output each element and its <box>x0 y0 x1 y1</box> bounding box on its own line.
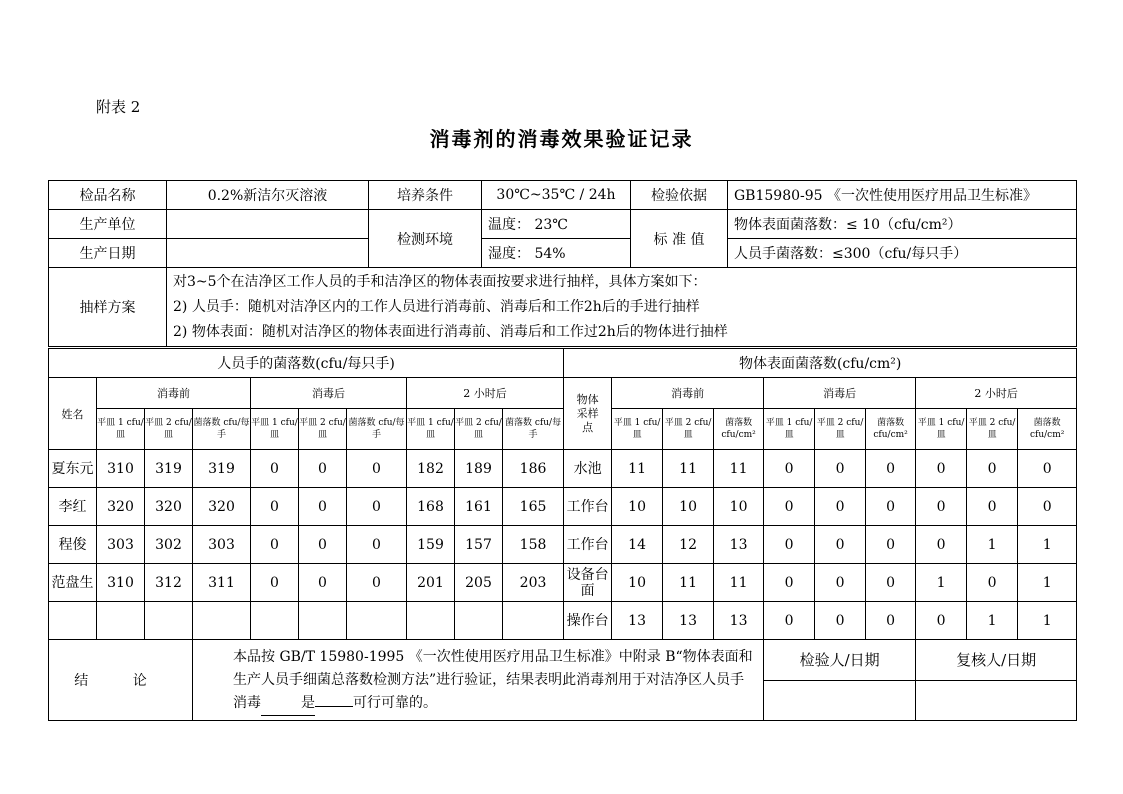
surface-count-cell: 0 <box>815 564 866 602</box>
hand-count-cell: 182 <box>407 450 455 488</box>
hand-count-cell: 0 <box>251 450 299 488</box>
temp-value: 温度： 23℃ <box>482 210 631 239</box>
hand-count-cell: 186 <box>503 450 564 488</box>
reviewer-label: 复核人/日期 <box>916 640 1077 681</box>
surface-2h-header: 2 小时后 <box>916 378 1077 409</box>
hand-count-cell: 311 <box>193 564 251 602</box>
surface-count-cell: 10 <box>714 488 764 526</box>
hand-count-cell: 0 <box>347 488 407 526</box>
surface-count-cell: 0 <box>866 526 916 564</box>
hand-after-header: 消毒后 <box>251 378 407 409</box>
product-value: 0.2%新洁尔灭溶液 <box>167 181 369 210</box>
hand-count-cell: 205 <box>455 564 503 602</box>
sub-header: 平皿 2 cfu/皿 <box>815 409 866 450</box>
sub-header: 菌落数 cfu/每手 <box>193 409 251 450</box>
conclusion-text <box>193 640 764 721</box>
sub-header: 平皿 1 cfu/皿 <box>764 409 815 450</box>
hand-count-cell <box>407 602 455 640</box>
inspector-label: 检验人/日期 <box>764 640 916 681</box>
env-label: 检测环境 <box>369 210 482 268</box>
surface-count-cell: 1 <box>1018 526 1077 564</box>
plan-line: 2) 人员手：随机对洁净区内的工作人员进行消毒前、消毒后和工作2h后的手进行抽样 <box>173 298 700 315</box>
surface-count-cell: 0 <box>815 488 866 526</box>
conclusion-label: 结 论 <box>49 640 193 721</box>
hand-count-cell: 319 <box>193 450 251 488</box>
hand-section-header: 人员手的菌落数(cfu/每只手) <box>49 349 564 378</box>
surface-count-cell: 1 <box>916 564 967 602</box>
surface-count-cell: 12 <box>663 526 714 564</box>
basis-label: 检验依据 <box>631 181 728 210</box>
sub-header: 平皿 1 cfu/皿 <box>97 409 145 450</box>
surface-count-cell: 13 <box>663 602 714 640</box>
surface-count-cell: 0 <box>815 602 866 640</box>
surface-count-cell: 0 <box>866 602 916 640</box>
surface-count-cell: 14 <box>612 526 663 564</box>
hand-count-cell <box>299 602 347 640</box>
info-table <box>48 180 1077 347</box>
hand-count-cell: 0 <box>251 526 299 564</box>
surface-count-cell: 0 <box>815 450 866 488</box>
reviewer-signature <box>916 680 1077 721</box>
name-cell <box>49 602 97 640</box>
surface-count-cell: 13 <box>714 526 764 564</box>
surface-count-cell: 13 <box>612 602 663 640</box>
surface-count-cell: 0 <box>764 488 815 526</box>
surface-count-cell: 11 <box>714 564 764 602</box>
surface-count-cell: 0 <box>967 450 1018 488</box>
results-table <box>48 348 1077 721</box>
surface-count-cell: 1 <box>1018 564 1077 602</box>
surface-after-header: 消毒后 <box>764 378 916 409</box>
sub-header: 菌落数 cfu/每手 <box>347 409 407 450</box>
name-cell: 李红 <box>49 488 97 526</box>
product-label: 检品名称 <box>49 181 167 210</box>
sub-header: 平皿 2 cfu/皿 <box>299 409 347 450</box>
hand-count-cell: 0 <box>347 564 407 602</box>
surface-count-cell: 0 <box>1018 488 1077 526</box>
sampling-point-cell: 设备台面 <box>564 564 612 602</box>
hand-count-cell <box>503 602 564 640</box>
hand-count-cell: 310 <box>97 564 145 602</box>
sub-header: 平皿 2 cfu/皿 <box>145 409 193 450</box>
hand-count-cell <box>145 602 193 640</box>
surface-count-cell: 0 <box>916 526 967 564</box>
sub-header: 平皿 1 cfu/皿 <box>612 409 663 450</box>
hand-count-cell: 201 <box>407 564 455 602</box>
surface-count-cell: 10 <box>612 564 663 602</box>
hand-count-cell: 0 <box>299 488 347 526</box>
sampling-point-cell: 工作台 <box>564 488 612 526</box>
humidity-value: 湿度： 54% <box>482 239 631 268</box>
hand-count-cell: 189 <box>455 450 503 488</box>
surface-count-cell: 0 <box>764 526 815 564</box>
hand-count-cell <box>455 602 503 640</box>
surface-count-cell: 1 <box>967 526 1018 564</box>
name-cell: 范盘生 <box>49 564 97 602</box>
surface-before-header: 消毒前 <box>612 378 764 409</box>
hand-count-cell: 0 <box>251 488 299 526</box>
hand-count-cell <box>347 602 407 640</box>
sub-header: 平皿 1 cfu/皿 <box>916 409 967 450</box>
date-label: 生产日期 <box>49 239 167 268</box>
culture-label: 培养条件 <box>369 181 482 210</box>
surface-count-cell: 10 <box>663 488 714 526</box>
surface-count-cell: 13 <box>714 602 764 640</box>
conclusion-post: 可行可靠的。 <box>353 695 437 711</box>
hand-count-cell: 320 <box>193 488 251 526</box>
surface-count-cell: 0 <box>815 526 866 564</box>
table-row <box>49 564 1077 602</box>
table-row <box>49 450 1077 488</box>
hand-count-cell: 0 <box>299 450 347 488</box>
hand-count-cell: 158 <box>503 526 564 564</box>
point-header: 物体采样点 <box>564 378 612 450</box>
hand-count-cell <box>193 602 251 640</box>
surface-count-cell: 0 <box>866 564 916 602</box>
page-title: 消毒剂的消毒效果验证记录 <box>429 127 694 151</box>
appendix-label: 附表 2 <box>96 98 141 116</box>
hand-count-cell: 303 <box>97 526 145 564</box>
hand-count-cell: 302 <box>145 526 193 564</box>
surface-count-cell: 11 <box>663 450 714 488</box>
hand-before-header: 消毒前 <box>97 378 251 409</box>
standard-surface: 物体表面菌落数：≤ 10（cfu/cm²） <box>728 210 1077 239</box>
sub-header: 平皿 2 cfu/皿 <box>967 409 1018 450</box>
hand-count-cell <box>251 602 299 640</box>
table-row <box>49 602 1077 640</box>
sub-header: 平皿 2 cfu/皿 <box>663 409 714 450</box>
surface-count-cell: 0 <box>1018 450 1077 488</box>
plan-line: 对3~5个在洁净区工作人员的手和洁净区的物体表面按要求进行抽样，具体方案如下： <box>173 273 707 290</box>
hand-count-cell: 303 <box>193 526 251 564</box>
maker-label: 生产单位 <box>49 210 167 239</box>
hand-count-cell: 203 <box>503 564 564 602</box>
surface-count-cell: 0 <box>916 602 967 640</box>
sub-header: 菌落数 cfu/cm² <box>714 409 764 450</box>
table-row <box>49 526 1077 564</box>
hand-count-cell <box>97 602 145 640</box>
surface-count-cell: 0 <box>967 564 1018 602</box>
date-value <box>167 239 369 268</box>
culture-value: 30℃~35℃ / 24h <box>482 181 631 210</box>
name-cell: 程俊 <box>49 526 97 564</box>
surface-count-cell: 0 <box>764 450 815 488</box>
sampling-point-cell: 水池 <box>564 450 612 488</box>
surface-count-cell: 1 <box>967 602 1018 640</box>
hand-count-cell: 320 <box>145 488 193 526</box>
table-row <box>49 488 1077 526</box>
conclusion-pre: 本品按 GB/T 15980-1995 《一次性使用医疗用品卫生标准》中附录 B“物体表面和生产人员手细菌总落数检测方法”进行验证，结果表明此消毒剂用于对洁净区人员手消毒 <box>233 649 753 711</box>
hand-count-cell: 0 <box>347 450 407 488</box>
surface-count-cell: 0 <box>967 488 1018 526</box>
hand-count-cell: 159 <box>407 526 455 564</box>
standard-label: 标 准 值 <box>631 210 728 268</box>
conclusion-fill: 是 <box>261 692 315 716</box>
hand-count-cell: 0 <box>299 526 347 564</box>
surface-count-cell: 0 <box>916 450 967 488</box>
hand-count-cell: 320 <box>97 488 145 526</box>
surface-count-cell: 0 <box>764 602 815 640</box>
standard-hand: 人员手菌落数：≤300（cfu/每只手） <box>728 239 1077 268</box>
data-rows <box>49 450 1077 640</box>
plan-line: 2) 物体表面：随机对洁净区的物体表面进行消毒前、消毒后和工作过2h后的物体进行抽样 <box>173 323 728 340</box>
surface-count-cell: 11 <box>612 450 663 488</box>
inspector-signature <box>764 680 916 721</box>
sub-header: 平皿 1 cfu/皿 <box>407 409 455 450</box>
hand-count-cell: 157 <box>455 526 503 564</box>
hand-count-cell: 0 <box>251 564 299 602</box>
name-cell: 夏东元 <box>49 450 97 488</box>
surface-section-header: 物体表面菌落数(cfu/cm²) <box>564 349 1077 378</box>
sub-header: 菌落数 cfu/cm² <box>866 409 916 450</box>
surface-count-cell: 0 <box>866 450 916 488</box>
hand-count-cell: 312 <box>145 564 193 602</box>
hand-count-cell: 168 <box>407 488 455 526</box>
sub-header: 菌落数 cfu/cm² <box>1018 409 1077 450</box>
hand-count-cell: 319 <box>145 450 193 488</box>
surface-count-cell: 11 <box>714 450 764 488</box>
surface-count-cell: 0 <box>866 488 916 526</box>
plan-label: 抽样方案 <box>49 268 167 347</box>
surface-count-cell: 0 <box>916 488 967 526</box>
hand-2h-header: 2 小时后 <box>407 378 564 409</box>
sampling-point-cell: 操作台 <box>564 602 612 640</box>
sub-header: 平皿 2 cfu/皿 <box>455 409 503 450</box>
sampling-point-cell: 工作台 <box>564 526 612 564</box>
hand-count-cell: 0 <box>347 526 407 564</box>
hand-count-cell: 0 <box>299 564 347 602</box>
hand-count-cell: 161 <box>455 488 503 526</box>
conclusion-blank <box>315 706 353 707</box>
hand-count-cell: 310 <box>97 450 145 488</box>
surface-count-cell: 1 <box>1018 602 1077 640</box>
maker-value <box>167 210 369 239</box>
surface-count-cell: 11 <box>663 564 714 602</box>
name-header: 姓名 <box>49 378 97 450</box>
surface-count-cell: 0 <box>764 564 815 602</box>
sub-header: 平皿 1 cfu/皿 <box>251 409 299 450</box>
sub-header: 菌落数 cfu/每手 <box>503 409 564 450</box>
hand-count-cell: 165 <box>503 488 564 526</box>
surface-count-cell: 10 <box>612 488 663 526</box>
basis-value: GB15980-95 《一次性使用医疗用品卫生标准》 <box>728 181 1077 210</box>
plan-text <box>167 268 1077 347</box>
